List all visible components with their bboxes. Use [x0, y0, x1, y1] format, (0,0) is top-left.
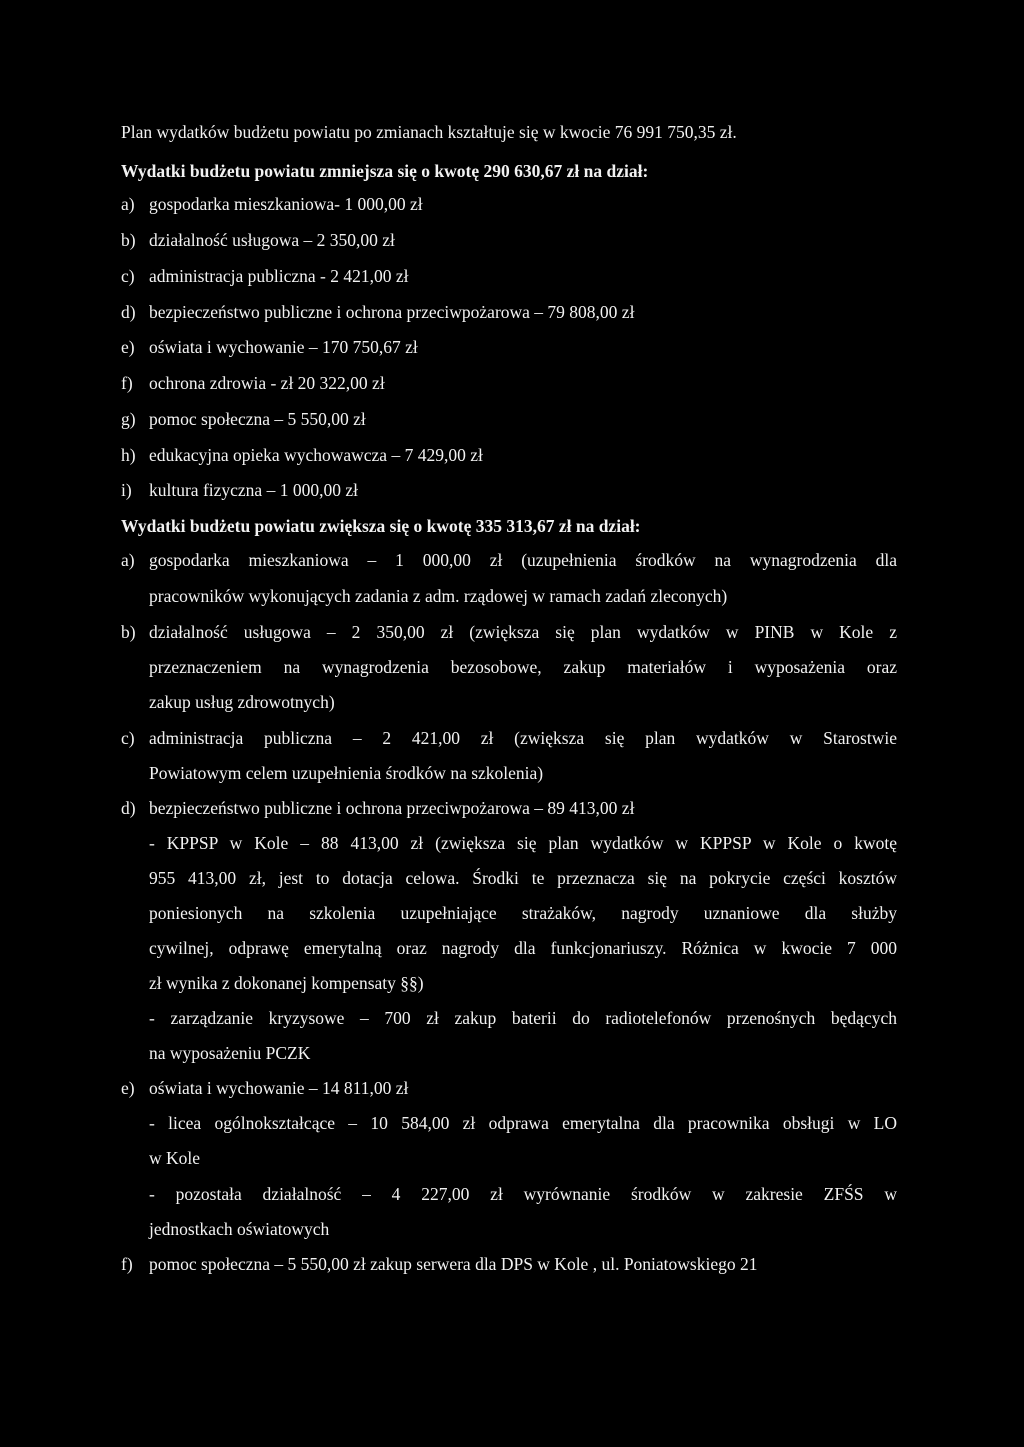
- item-text: gospodarka mieszkaniowa- 1 000,00 zł: [149, 194, 423, 214]
- item-text: ochrona zdrowia - zł 20 322,00 zł: [149, 373, 385, 393]
- item-label: b): [121, 622, 136, 642]
- item-label: a): [121, 550, 135, 570]
- subitem-text: - licea ogólnokształcące – 10 584,00 zł odprawa emerytalna dla pracownika obsługi w LO: [149, 1113, 897, 1133]
- item-text: oświata i wychowanie – 14 811,00 zł: [149, 1078, 409, 1098]
- subitem-text: - pozostała działalność – 4 227,00 zł wyrównanie środków w zakresie ZFŚS w: [149, 1184, 897, 1204]
- item-text: edukacyjna opieka wychowawcza – 7 429,00 zł: [149, 445, 483, 465]
- item-label: e): [121, 1078, 135, 1098]
- item-label: i): [121, 480, 132, 500]
- item-text-continued: Powiatowym celem uzupełnienia środków na szkolenia): [149, 763, 544, 783]
- item-label: d): [121, 302, 136, 322]
- subitem-text-continued: poniesionych na szkolenia uzupełniające strażaków, nagrody uznaniowe dla służby: [149, 903, 897, 923]
- subitem-text-continued: na wyposażeniu PCZK: [149, 1043, 311, 1063]
- subitem-text: - KPPSP w Kole – 88 413,00 zł (zwiększa się plan wydatków w KPPSP w Kole o kwotę: [149, 833, 897, 853]
- item-text: działalność usługowa – 2 350,00 zł: [149, 230, 395, 250]
- item-label: c): [121, 266, 135, 286]
- item-text: kultura fizyczna – 1 000,00 zł: [149, 480, 358, 500]
- subitem-text-continued: cywilnej, odprawę emerytalną oraz nagrody dla funkcjonariuszy. Różnica w kwocie 7 000: [149, 938, 897, 958]
- subitem-text-continued: w Kole: [149, 1148, 201, 1168]
- item-text: bezpieczeństwo publiczne i ochrona przeciwpożarowa – 89 413,00 zł: [149, 798, 635, 818]
- item-label: c): [121, 728, 135, 748]
- item-label: f): [121, 1254, 133, 1274]
- item-text: oświata i wychowanie – 170 750,67 zł: [149, 337, 418, 357]
- item-label: e): [121, 337, 135, 357]
- item-text: pomoc społeczna – 5 550,00 zł: [149, 409, 366, 429]
- item-label: d): [121, 798, 136, 818]
- decrease-heading: Wydatki budżetu powiatu zmniejsza się o kwotę 290 630,67 zł na dział:: [121, 161, 649, 181]
- item-text: administracja publiczna – 2 421,00 zł (zwiększa się plan wydatków w Starostwie: [149, 728, 897, 748]
- item-label: a): [121, 194, 135, 214]
- item-label: b): [121, 230, 136, 250]
- intro-text: Plan wydatków budżetu powiatu po zmianach kształtuje się w kwocie 76 991 750,35 zł.: [121, 122, 737, 142]
- item-text: gospodarka mieszkaniowa – 1 000,00 zł (uzupełnienia środków na wynagrodzenia dla: [149, 550, 897, 570]
- item-text: działalność usługowa – 2 350,00 zł (zwiększa się plan wydatków w PINB w Kole z: [149, 622, 897, 642]
- increase-heading: Wydatki budżetu powiatu zwiększa się o kwotę 335 313,67 zł na dział:: [121, 516, 641, 536]
- item-label: g): [121, 409, 136, 429]
- item-label: h): [121, 445, 136, 465]
- subitem-text-continued: 955 413,00 zł, jest to dotacja celowa. Środki te przeznacza się na pokrycie części kosztów: [149, 868, 897, 888]
- subitem-text-continued: jednostkach oświatowych: [149, 1219, 330, 1239]
- item-text-continued: zakup usług zdrowotnych): [149, 692, 335, 712]
- item-text-continued: przeznaczeniem na wynagrodzenia bezosobowe, zakup materiałów i wyposażenia oraz: [149, 657, 897, 677]
- item-text-continued: pracowników wykonujących zadania z adm. rządowej w ramach zadań zleconych): [149, 586, 728, 606]
- item-text: bezpieczeństwo publiczne i ochrona przeciwpożarowa – 79 808,00 zł: [149, 302, 635, 322]
- item-label: f): [121, 373, 133, 393]
- item-text: administracja publiczna - 2 421,00 zł: [149, 266, 409, 286]
- item-text: pomoc społeczna – 5 550,00 zł zakup serwera dla DPS w Kole , ul. Poniatowskiego 21: [149, 1254, 758, 1274]
- subitem-text: - zarządzanie kryzysowe – 700 zł zakup baterii do radiotelefonów przenośnych będących: [149, 1008, 897, 1028]
- subitem-text-continued: zł wynika z dokonanej kompensaty §§): [149, 973, 424, 993]
